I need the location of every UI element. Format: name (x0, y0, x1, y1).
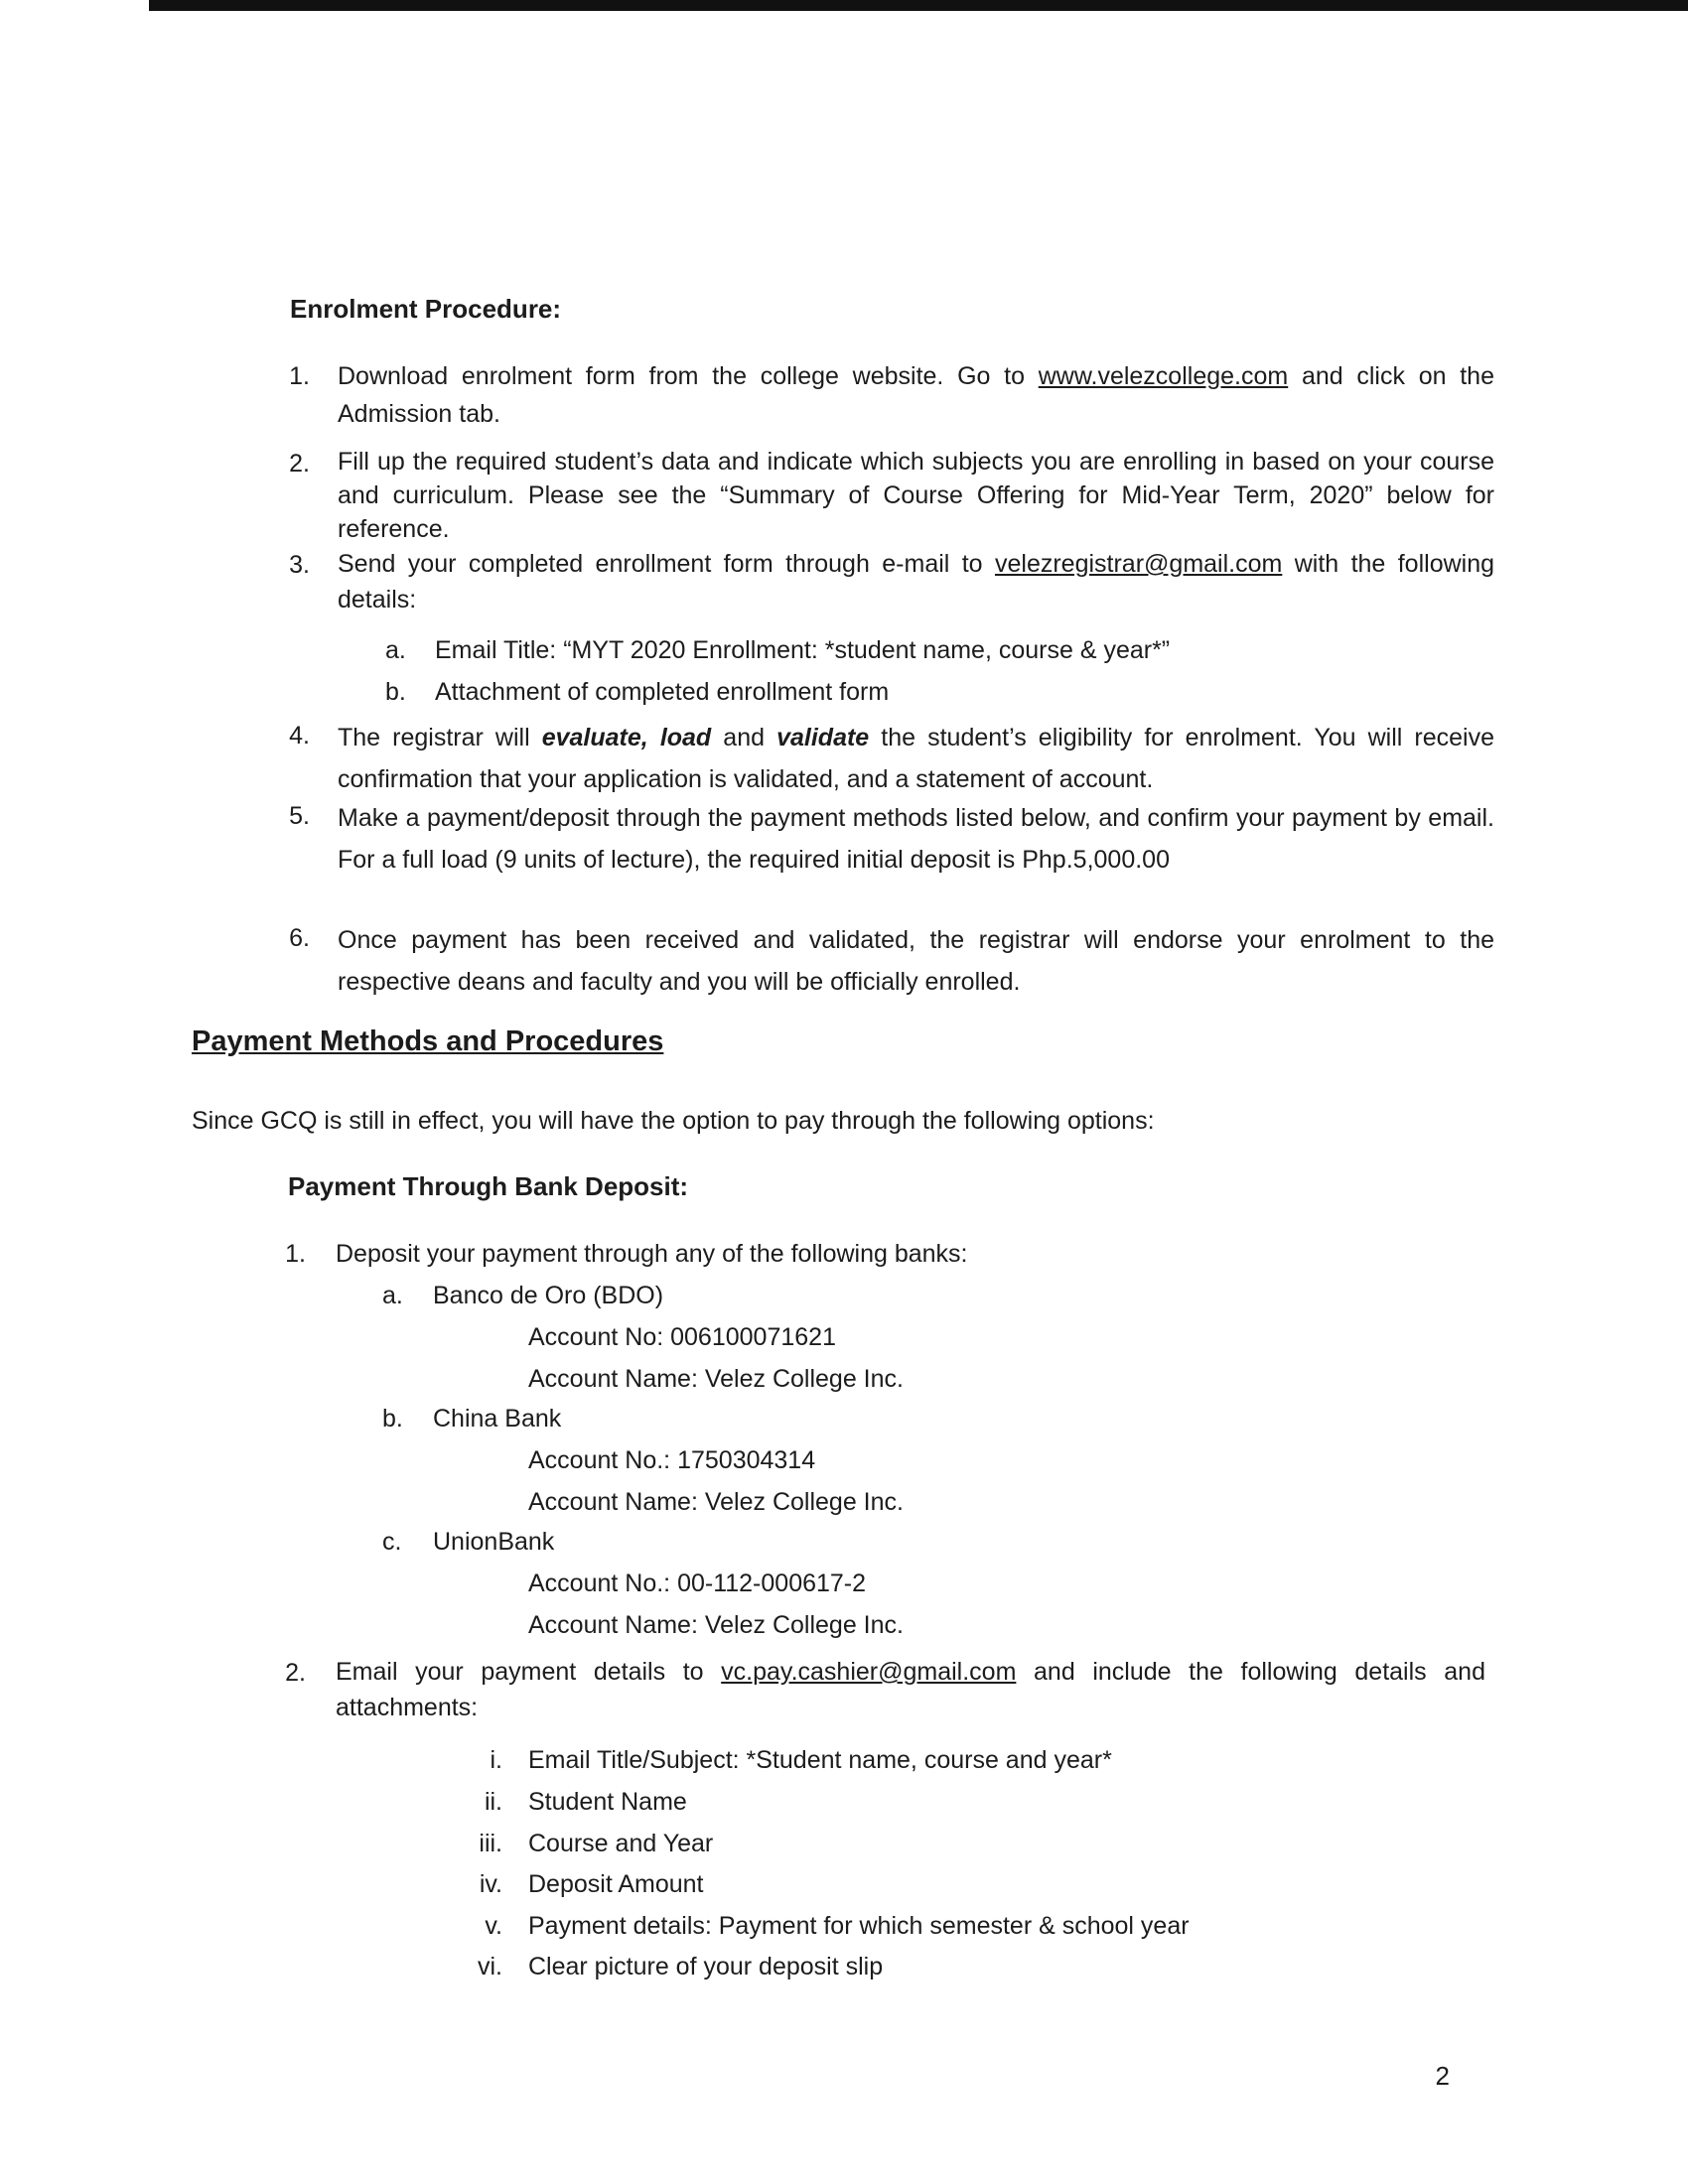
step-text: Download enrolment form from the college website. Go to (338, 362, 1039, 390)
enrolment-heading: Enrolment Procedure: (290, 294, 562, 324)
step-number: 2. (285, 1659, 306, 1687)
website-link[interactable]: www.velezcollege.com (1038, 362, 1289, 390)
emphasis-evaluate: evaluate, (541, 724, 648, 751)
step-text: with the following details: (338, 550, 1495, 614)
detail-deposit-slip: Clear picture of your deposit slip (528, 1953, 884, 1980)
detail-course-year: Course and Year (528, 1830, 714, 1857)
emphasis-validate: validate (776, 724, 870, 751)
registrar-email-link[interactable]: velezregistrar@gmail.com (994, 550, 1283, 578)
payment-step-1: Deposit your payment through any of the following banks: (336, 1240, 968, 1268)
step-text: and include the following details and attachments: (336, 1658, 1485, 1721)
detail-numeral: ii. (484, 1788, 502, 1816)
step-text: and (711, 724, 777, 751)
step-text (648, 724, 660, 751)
detail-email-subject: Email Title/Subject: *Student name, course and year* (528, 1746, 1112, 1774)
step-text: and click on the Admission tab. (338, 362, 1494, 428)
page-number: 2 (1435, 2061, 1450, 2091)
bank-name-bdo: Banco de Oro (BDO) (433, 1282, 664, 1309)
enrolment-step-3 (338, 546, 1494, 617)
scan-edge-bar (149, 0, 1688, 11)
detail-numeral: i. (490, 1746, 502, 1774)
account-number: Account No: 006100071621 (528, 1323, 836, 1351)
step-text: The registrar will (338, 724, 542, 751)
step-text: Email your payment details to (336, 1658, 722, 1686)
payment-intro: Since GCQ is still in effect, you will have the option to pay through the following options: (192, 1107, 1155, 1135)
detail-numeral: iv. (479, 1870, 502, 1898)
detail-deposit-amount: Deposit Amount (528, 1870, 704, 1898)
bank-name-chinabank: China Bank (433, 1405, 562, 1433)
step-text: the student’s eligibility for enrolment. You will receive confirmation that your application is validated, and a statement of account. (338, 724, 1494, 793)
step-number: 3. (289, 551, 310, 579)
step-number: 4. (289, 722, 310, 750)
detail-numeral: vi. (478, 1953, 502, 1980)
subitem-letter: b. (385, 678, 406, 706)
detail-student-name: Student Name (528, 1788, 687, 1816)
step-text: Send your completed enrollment form through e-mail to (338, 550, 995, 578)
subitem-letter: a. (385, 636, 406, 664)
bank-letter: c. (382, 1528, 402, 1556)
step-number: 5. (289, 802, 310, 830)
emphasis-load: load (659, 724, 712, 751)
enrolment-step-5: Make a payment/deposit through the payment methods listed below, and confirm your payment by email. For a full load (9 units of lecture), the required initial deposit is Php.5,000.00 (338, 804, 1494, 874)
enrolment-step-1 (338, 357, 1494, 433)
payment-section-title: Payment Methods and Procedures (192, 1025, 664, 1057)
account-name: Account Name: Velez College Inc. (528, 1611, 904, 1639)
detail-numeral: v. (485, 1912, 502, 1940)
enrolment-step-6: Once payment has been received and validated, the registrar will endorse your enrolment to the respective deans and faculty and you will be officially enrolled. (338, 926, 1494, 996)
step-number: 2. (289, 450, 310, 478)
enrolment-step-2: Fill up the required student’s data and indicate which subjects you are enrolling in based on your course and curriculum. Please see the “Summary of Course Offering for Mid-Year Term, 2020” below for reference. (338, 448, 1494, 543)
step-number: 1. (285, 1240, 306, 1268)
enrolment-step-4 (338, 717, 1494, 800)
step-number: 1. (289, 362, 310, 390)
subitem-attachment: Attachment of completed enrollment form (435, 678, 890, 706)
payment-step-2 (336, 1654, 1485, 1725)
cashier-email-link[interactable]: vc.pay.cashier@gmail.com (721, 1658, 1017, 1686)
bank-name-unionbank: UnionBank (433, 1528, 555, 1556)
bank-letter: a. (382, 1282, 403, 1309)
step-number: 6. (289, 924, 310, 952)
account-number: Account No.: 00-112-000617-2 (528, 1570, 867, 1597)
detail-payment-details: Payment details: Payment for which semester & school year (528, 1912, 1190, 1940)
account-name: Account Name: Velez College Inc. (528, 1488, 904, 1516)
subitem-email-title: Email Title: “MYT 2020 Enrollment: *student name, course & year*” (435, 636, 1171, 664)
account-number: Account No.: 1750304314 (528, 1446, 816, 1474)
bank-letter: b. (382, 1405, 403, 1433)
bank-deposit-heading: Payment Through Bank Deposit: (288, 1171, 689, 1201)
account-name: Account Name: Velez College Inc. (528, 1365, 904, 1393)
detail-numeral: iii. (479, 1830, 502, 1857)
